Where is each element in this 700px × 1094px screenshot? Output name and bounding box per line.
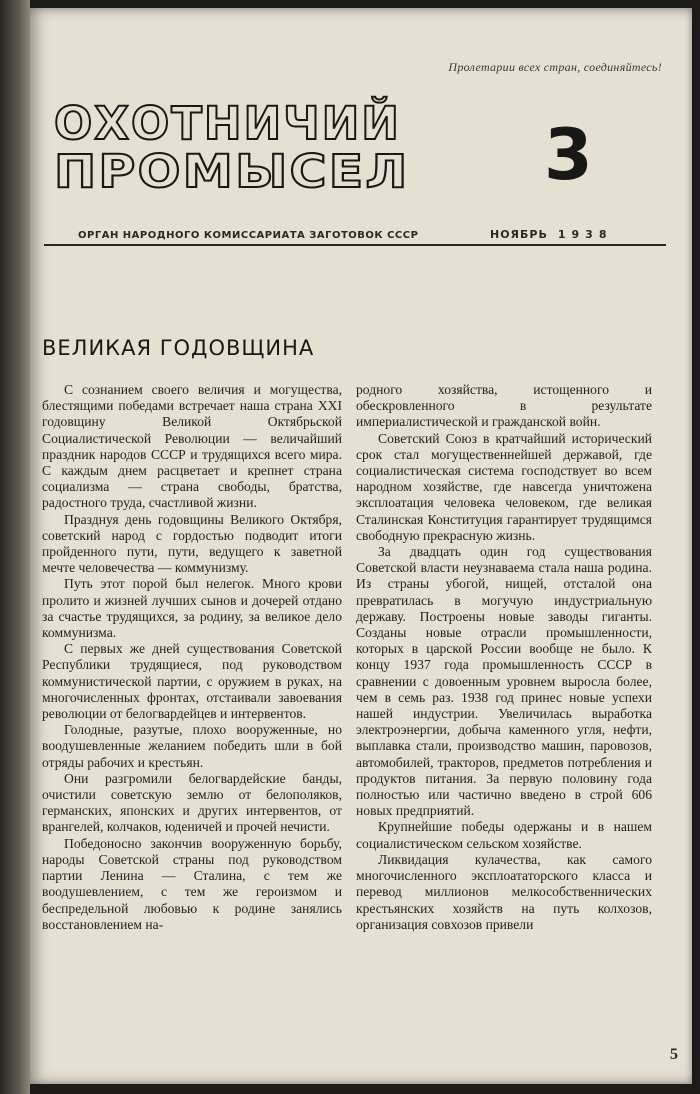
slogan: Пролетарии всех стран, соединяйтесь!: [448, 60, 662, 74]
paragraph: С сознанием своего величия и могущества, блестящими победами встречает наша страна XXI годовщину Великой Октябрьской Социалистической Революции — величайший праздник народов СССР и трудящихся всего мира. С каждым днем расцветает и крепнет страна социализма — страна свободы, братства, радостного труда, счастливой жизни.: [42, 382, 342, 511]
paragraph: Советский Союз в кратчайший исторический срок стал могущественнейшей державой, где социалистическая система господствует во всем народном хозяйстве, где навсегда уничтожена эксплоатация человека человеком, где великая Сталинская Конституция гарантирует трудящимся свободную прекрасную жизнь.: [356, 430, 652, 543]
article-column-right: [356, 382, 652, 933]
issue-year: 1938: [557, 228, 613, 241]
magazine-spine: [0, 0, 30, 1094]
paragraph: Победоносно закончив вооруженную борьбу, народы Советской страны под руководством партии Ленина — Сталина, с тем же воодушевлением, с тем же героизмом и беспредельной любовью к родине занялись восстановлением на-: [42, 835, 342, 932]
paragraph: С первых же дней существования Советской Республики трудящиеся, под руководством коммунистической партии, с оружием в руках, на многочисленных фронтах, отстаивали завоевания революции от белогвардейцев и интервентов.: [42, 641, 342, 722]
paragraph: Крупнейшие победы одержаны и в нашем социалистическом сельском хозяйстве.: [356, 819, 652, 851]
masthead-divider: [44, 244, 666, 246]
paragraph: Голодные, разутые, плохо вооруженные, но воодушевленные желанием победить шли в бой отряды рабочих и крестьян.: [42, 722, 342, 770]
masthead-title-line-2: ПРОМЫСЕЛ: [54, 145, 410, 198]
article-column-left: [42, 382, 342, 933]
publisher-organ: ОРГАН НАРОДНОГО КОМИССАРИАТА ЗАГОТОВОК СССР: [78, 230, 419, 241]
magazine-page: [30, 8, 692, 1084]
article-headline: ВЕЛИКАЯ ГОДОВЩИНА: [42, 336, 315, 360]
paragraph: Празднуя день годовщины Великого Октября, советский народ с гордостью подводит итоги пройденного пути, пути, ведущего к заветной мечте человечества — коммунизму.: [42, 511, 342, 576]
issue-month: НОЯБРЬ: [490, 228, 548, 241]
page-number: 5: [670, 1046, 678, 1063]
paragraph: За двадцать один год существования Советской власти неузнаваема стала наша родина. Из страны убогой, нищей, отсталой она превратилась в могучую индустриальную державу. Построены новые заводы гиганты. Созданы новые отрасли промышленности, которых в царской России вообще не было. К концу 1937 года промышленность СССР в сравнении с довоенным уровнем выросла более, чем в семь раз. 1938 год принес новые успехи нашей индустрии. Увеличилась выработка электроэнергии, добыча каменного угля, нефти, выплавка стали, производство машин, паровозов, автомобилей, тракторов, предметов потребления и продуктов питания. За первую половину года полностью или частично введено в строй 606 новых предприятий.: [356, 544, 652, 819]
paragraph-continuation: родного хозяйства, истощенного и обескровленного в результате империалистической и гражданской войн.: [356, 382, 652, 430]
paragraph: Они разгромили белогвардейские банды, очистили советскую землю от белополяков, германских, японских и других интервентов, от врангелей, колчаков, юденичей и прочей нечисти.: [42, 770, 342, 835]
masthead-title: [54, 97, 410, 198]
masthead-title-line-1: ОХОТНИЧИЙ: [54, 97, 401, 150]
issue-number: 3: [544, 114, 593, 196]
issue-date: [490, 228, 612, 241]
paragraph: Путь этот порой был нелегок. Много крови пролито и жизней лучших сынов и дочерей отдано за счастье трудящихся, за родину, за великое дело коммунизма.: [42, 576, 342, 641]
paragraph: Ликвидация кулачества, как самого многочисленного эксплоататорского класса и перевод миллионов мелкособственнических крестьянских хозяйств на путь колхозов, организация совхозов привели: [356, 851, 652, 932]
